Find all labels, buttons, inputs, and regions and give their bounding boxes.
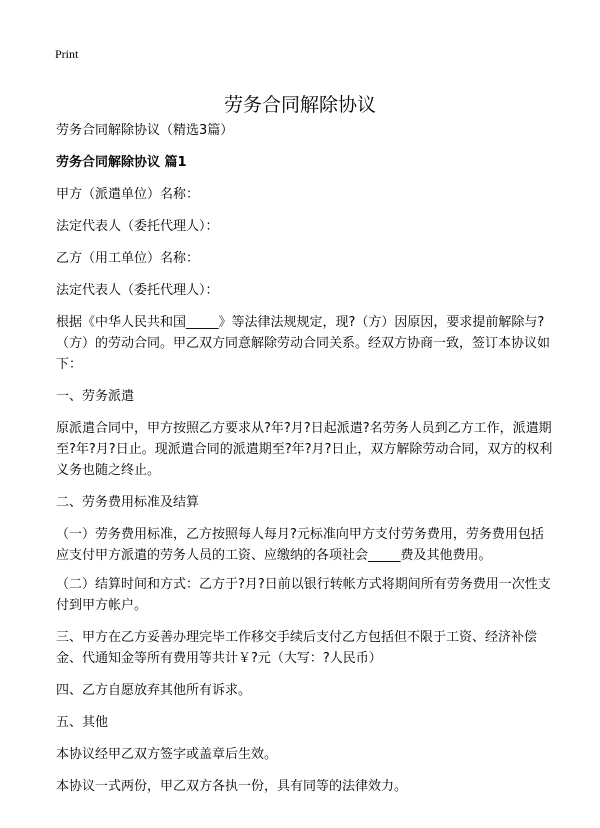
print-label: Print — [55, 47, 79, 61]
document-subtitle: 劳务合同解除协议（精选3篇） — [56, 123, 234, 138]
document-title: 劳务合同解除协议 — [223, 93, 376, 116]
clause-1-paragraph: 原派遣合同中，甲方按照乙方要求从?年?月?日起派遣?名劳务人员到乙方工作，派遣期至?年?月?日止。现派遣合同的派遣期至?年?月?日止，双方解除劳动合同，双方的权利义务也随之终止。 — [56, 421, 553, 478]
clause-2-2-paragraph: （二）结算时间和方式：乙方于?月?日前以银行转帐方式将期间所有劳务费用一次性支付到甲方帐户。 — [56, 577, 551, 613]
clause-4-paragraph: 四、乙方自愿放弃其他所有诉求。 — [56, 683, 252, 698]
clause-2-1-paragraph: （一）劳务费用标准，乙方按照每人每月?元标准向甲方支付劳务费用，劳务费用包括应支付甲方派遣的劳务人员的工资、应缴纳的各项社会_____费及其他费用。 — [56, 527, 544, 563]
clause-3-paragraph: 三、甲方在乙方妥善办理完毕工作移交手续后支付乙方包括但不限于工资、经济补偿金、代通知金等所有费用等共计￥?元（大写：?人民币） — [56, 630, 538, 666]
preamble-paragraph: 根据《中华人民共和国_____》等法律法规规定，现?（方）因原因，要求提前解除与?（方）的劳动合同。甲乙双方同意解除劳动合同关系。经双方协商一致，签订本协议如下： — [56, 315, 551, 372]
party-a-representative: 法定代表人（委托代理人）： — [56, 219, 219, 234]
clause-heading-1: 一、劳务派遣 — [56, 389, 135, 404]
clause-heading-5: 五、其他 — [56, 715, 109, 730]
party-b-representative: 法定代表人（委托代理人）： — [56, 283, 219, 298]
document-body — [56, 120, 553, 808]
clause-5-copies-paragraph: 本协议一式两份，甲乙双方各执一份，具有同等的法律效力。 — [56, 779, 408, 794]
party-b-name: 乙方（用工单位）名称： — [56, 251, 200, 266]
clause-5-effective-paragraph: 本协议经甲乙双方签字或盖章后生效。 — [56, 747, 278, 762]
clause-heading-2: 二、劳务费用标准及结算 — [56, 495, 200, 510]
section-heading: 劳务合同解除协议 篇1 — [56, 155, 187, 170]
party-a-name: 甲方（派遣单位）名称： — [56, 187, 200, 202]
